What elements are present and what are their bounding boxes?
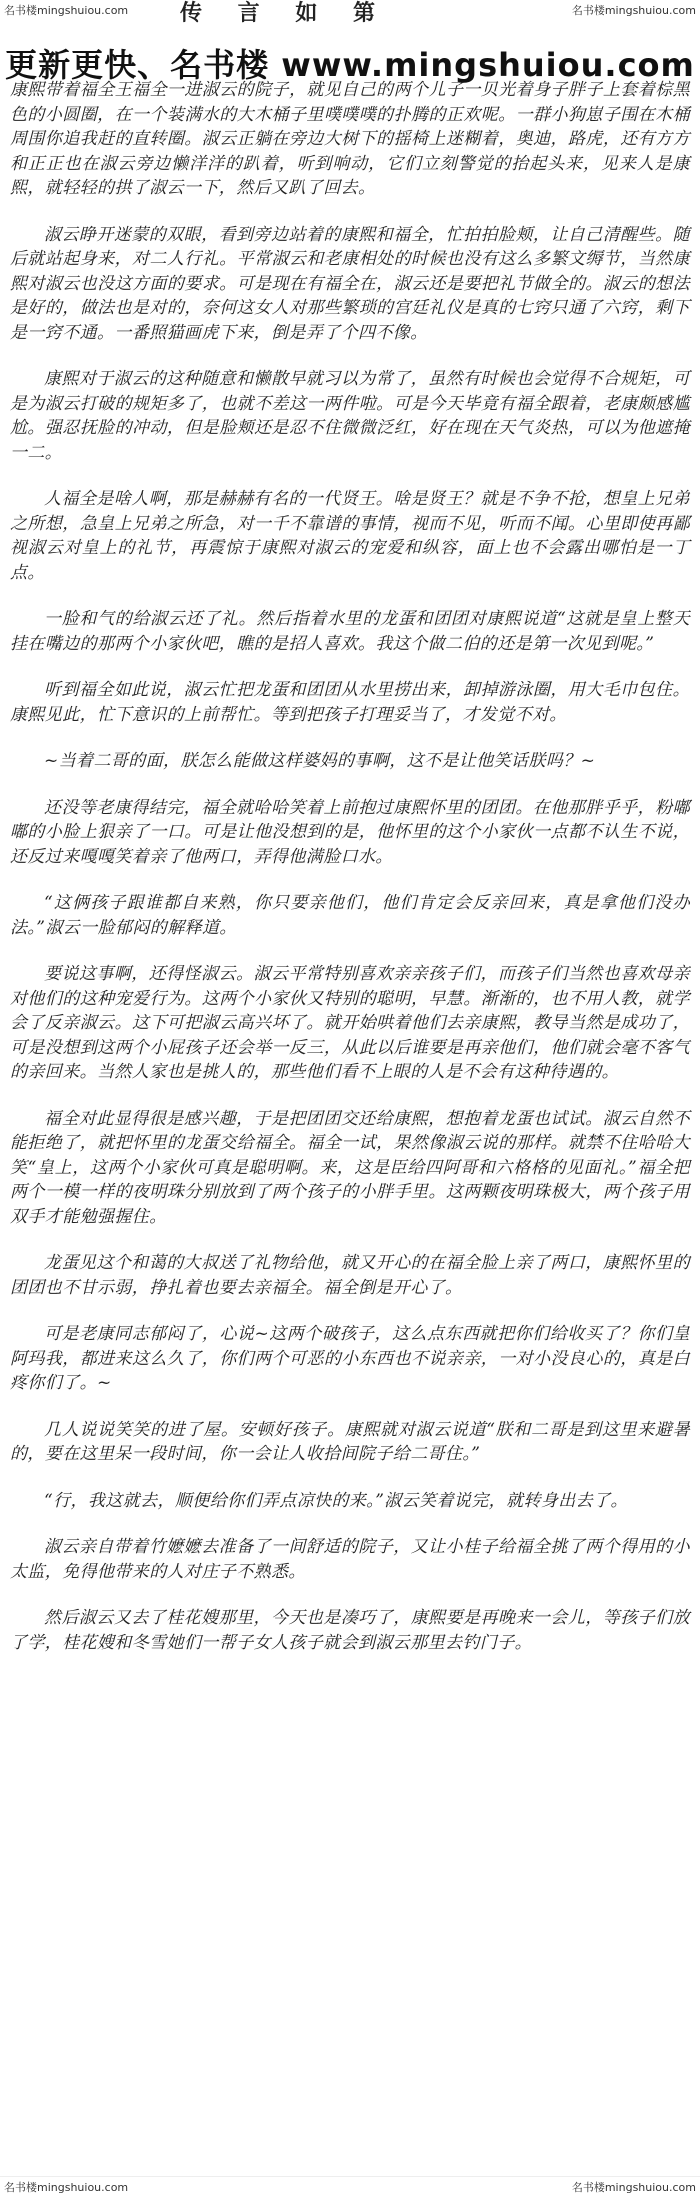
watermark-bottom-left: 名书楼mingshuiou.com [4,2181,129,2194]
paragraph-13: 可是老康同志郁闷了，心说~这两个破孩子，这么点东西就把你们给收买了？你们皇阿玛我，都进来这么久了，你们两个可恶的小东西也不说亲亲，一对小没良心的，真是白疼你们了。~ [10,1324,690,1393]
paragraph-4: 人福全是啥人啊，那是赫赫有名的一代贤王。啥是贤王？就是不争不抢，想皇上兄弟之所想，急皇上兄弟之所急，对一千不靠谱的事情，视而不见，听而不闻。心里即使再鄙视淑云对皇上的礼节，再震惊于康熙对淑云的宠爱和纵容，面上也不会露出哪怕是一丁点。 [10,489,690,583]
watermark-top-left: 名书楼mingshuiou.com [4,4,129,17]
paragraph-8: 还没等老康得结完，福全就哈哈笑着上前抱过康熙怀里的团团。在他那胖乎乎，粉嘟嘟的小脸上狠亲了一口。可是让他没想到的是，他怀里的这个小家伙一点都不认生不说，还反过来嘎嘎笑着亲了他两口，弄得他满脸口水。 [10,797,690,867]
paragraph-14: 几人说说笑笑的进了屋。安顿好孩子。康熙就对淑云说道“朕和二哥是到这里来避暑的，要在这里呆一段时间，你一会让人收拾间院子给二哥住。” [10,1419,690,1464]
paragraph-15: “行，我这就去，顺便给你们弄点凉快的来。”淑云笑着说完，就转身出去了。 [44,1490,628,1511]
top-clipped-text: 传 言 如 第 [180,0,389,26]
paragraph-11: 福全对此显得很是感兴趣，于是把团团交还给康熙，想抱着龙蛋也试试。淑云自然不能拒绝了，就把怀里的龙蛋交给福全。福全一试，果然像淑云说的那样。就禁不住哈哈大笑“皇上，这两个小家伙可真是聪明啊。来，这是臣给四阿哥和六格格的见面礼。”福全把两个一模一样的夜明珠分别放到了两个孩子的小胖手里。这两颗夜明珠极大，两个孩子用双手才能勉强握住。 [10,1108,690,1227]
paragraph-1: 康熙带着福全王福全一进淑云的院子，就见自己的两个儿子一贝光着身子胖子上套着棕黑色的小圆圈，在一个装满水的大木桶子里噗噗噗的扑腾的正欢呢。一群小狗崽子围在木桶周围你追我赶的直转圈。淑云正躺在旁边大树下的摇椅上迷糊着，奥迪，路虎，还有方方和正正也在淑云旁边懒洋洋的趴着，听到响动，它们立刻警觉的抬起头来，见来人是康熙，就轻轻的拱了淑云一下，然后又趴了回去。 [10,80,690,198]
paragraph-17: 然后淑云又去了桂花嫂那里，今天也是凑巧了，康熙要是再晚来一会儿，等孩子们放了学，桂花嫂和冬雪她们一帮子女人孩子就会到淑云那里去钓门子。 [10,1608,690,1653]
site-banner: 更新更快、名书楼 www.mingshuiou.com [5,46,695,84]
paragraph-5: 一脸和气的给淑云还了礼。然后指着水里的龙蛋和团团对康熙说道“这就是皇上整天挂在嘴边的那两个小家伙吧，瞧的是招人喜欢。我这个做二伯的还是第一次见到呢。” [10,609,690,654]
paragraph-12: 龙蛋见这个和蔼的大叔送了礼物给他，就又开心的在福全脸上亲了两口，康熙怀里的团团也不甘示弱，挣扎着也要去亲福全。福全倒是开心了。 [10,1253,690,1298]
paragraph-16: 淑云亲自带着竹嬷嬷去准备了一间舒适的院子，又让小桂子给福全挑了两个得用的小太监，免得他带来的人对庄子不熟悉。 [10,1537,690,1582]
paragraph-3: 康熙对于淑云的这种随意和懒散早就习以为常了，虽然有时候也会觉得不合规矩，可是为淑云打破的规矩多了，也就不差这一两件啦。可是今天毕竟有福全跟着，老康颇感尴尬。强忍抚脸的冲动，但是脸颊还是忍不住微微泛红，好在现在天气炎热，可以为他遮掩一二。 [10,369,690,463]
paragraph-7-inner-thought: ~当着二哥的面，朕怎么能做这样婆妈的事啊，这不是让他笑话朕吗？~ [44,751,596,771]
paragraph-10: 要说这事啊，还得怪淑云。淑云平常特别喜欢亲亲孩子们，而孩子们当然也喜欢母亲对他们的这种宠爱行为。这两个小家伙又特别的聪明，早慧。渐渐的，也不用人教，就学会了反亲淑云。这下可把淑云高兴坏了。就开始哄着他们去亲康熙，教导当然是成功了，可是没想到这两个小屁孩子还会举一反三，从此以后谁要是再亲他们，他们就会毫不客气的亲回来。当然人家也是挑人的，那些他们看不上眼的人是不会有这种待遇的。 [10,964,690,1082]
bottom-bar [0,2176,700,2197]
paragraph-9: “这俩孩子跟谁都自来熟，你只要亲他们，他们肯定会反亲回来，真是拿他们没办法。”淑云一脸郁闷的解释道。 [10,893,690,938]
top-bar [0,0,700,26]
watermark-top-right: 名书楼mingshuiou.com [571,4,696,17]
watermark-bottom-right: 名书楼mingshuiou.com [571,2181,696,2194]
chapter-body [10,78,690,1677]
paragraph-2: 淑云睁开迷蒙的双眼，看到旁边站着的康熙和福全，忙拍拍脸颊，让自己清醒些。随后就站起身来，对二人行礼。平常淑云和老康相处的时候也没有这么多繁文缛节，当然康熙对淑云也没这方面的要求。可是现在有福全在，淑云还是要把礼节做全的。淑云的想法是好的，做法也是对的，奈何这女人对那些繁琐的宫廷礼仪是真的七窍只通了六窍，剩下是一窍不通。一番照猫画虎下来，倒是弄了个四不像。 [10,224,690,343]
paragraph-6: 听到福全如此说，淑云忙把龙蛋和团团从水里捞出来，卸掉游泳圈，用大毛巾包住。康熙见此，忙下意识的上前帮忙。等到把孩子打理妥当了，才发觉不对。 [10,680,690,725]
